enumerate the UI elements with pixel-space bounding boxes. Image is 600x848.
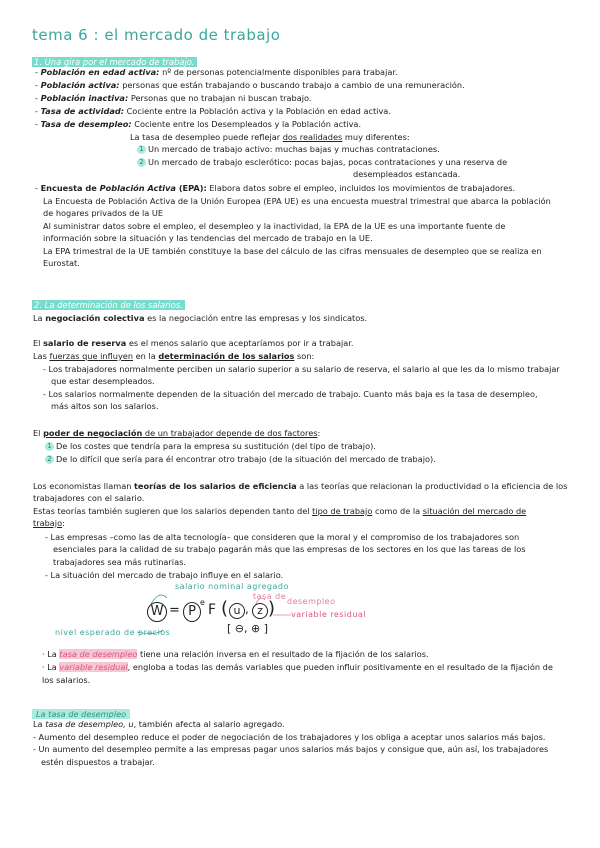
definition-tasa-desempleo: - Tasa de desempleo: Cociente entre los Desempleados y la Población activa. — [35, 119, 362, 129]
label-variable-residual: variable residual — [291, 610, 367, 619]
formula-paren-close: ) — [268, 598, 276, 619]
formula-w: W — [147, 602, 167, 622]
label-tasa-2: desempleo — [287, 597, 336, 606]
fuerza-2: - Los salarios normalmente dependen de la situación del mercado de trabajo. Cuanto más baja es la tasa de desempleo, — [43, 389, 538, 399]
fuerza-2-cont: más altos son los salarios. — [51, 401, 159, 411]
epa-line-6: Eurostat. — [43, 258, 80, 268]
fuerza-1: - Los trabajadores normalmente perciben un salario superior a su salario de reserva, el salario al que les da lo mismo trabajar — [43, 364, 560, 374]
tasa-line-3: - Un aumento del desempleo permite a las empresas pagar unos salarios más bajos y consigue que, aún así, los trabajadores — [33, 744, 549, 754]
empresas-line-2: esenciales para la calidad de su trabajo pagarán más que las empresas de los sectores en los que las tareas de los — [53, 544, 526, 554]
formula-paren-open: ( — [221, 598, 229, 619]
number-2-icon: 2 — [137, 158, 146, 167]
section-2-heading: 2. La determinación de los salarios. — [34, 300, 183, 310]
tasa-line-1: La tasa de desempleo, u, también afecta al salario agregado. — [33, 719, 285, 729]
poder-factor-1: 1 De los costes que tendría para la empresa su sustitución (del tipo de trabajo). — [45, 440, 376, 452]
number-1-icon: 1 — [137, 145, 146, 154]
formula-signs: [ ⊖, ⊕ ] — [227, 622, 269, 635]
epa-line-2: de hogares privados de la UE — [43, 208, 164, 218]
section-3-heading: La tasa de desempleo — [32, 702, 130, 721]
epa-line-1: La Encuesta de Población Activa de la Unión Europea (EPA UE) es una encuesta muestral trimestral que abarca la población — [43, 196, 551, 206]
formula-superscript: e — [200, 598, 205, 607]
page-title: tema 6 : el mercado de trabajo — [32, 26, 281, 44]
formula-u: u — [229, 603, 245, 619]
realidad-2-cont: desempleados estancada. — [353, 169, 461, 179]
epa-line-3: Al suministrar datos sobre el empleo, el desempleo y la inactividad, la EPA de la UE es una importante fuente de — [43, 221, 506, 231]
tasa-line-4: estén dispuestos a trabajar. — [41, 757, 155, 767]
formula-z: z — [252, 603, 268, 619]
salario-reserva: El salario de reserva es el menos salario que aceptaríamos por ir a trabajar. — [33, 338, 354, 348]
poder-factor-2: 2 De lo difícil que sería para él encontrar otro trabajo (de la situación del mercado de trabajo). — [45, 453, 436, 465]
fuerza-1-cont: que estar desempleados. — [51, 376, 155, 386]
realidad-1: 1 Un mercado de trabajo activo: muchas bajas y muchas contrataciones. — [137, 143, 440, 155]
label-tasa-1: tasa de — [253, 592, 287, 601]
formula-comma: , — [245, 602, 249, 616]
note-tasa-desempleo: · La tasa de desempleo tiene una relación inversa en el resultado de la fijación de los salarios. — [42, 649, 429, 659]
tasa-line-2: - Aumento del desempleo reduce el poder de negociación de los trabajadores y los obliga a aceptar unos salarios más bajos. — [33, 732, 546, 742]
eficiencia-line-3: Estas teorías también sugieren que los salarios dependen tanto del tipo de trabajo como de la situación del mercado de — [33, 506, 527, 516]
negociacion-colectiva: La negociación colectiva es la negociación entre las empresas y los sindicatos. — [33, 313, 368, 323]
empresas-line-3: trabajadores sea más rutinarias. — [53, 557, 186, 567]
definition-epa: - Encuesta de Población Activa (EPA): Elabora datos sobre el empleo, incluidos los movimientos de trabajadores. — [35, 183, 516, 193]
note-variable-residual-cont: los salarios. — [42, 675, 91, 685]
definition-poblacion-activa: - Población activa: personas que están trabajando o buscando trabajo a cambio de una remuneración. — [35, 80, 465, 90]
label-salario-nominal: salario nominal agregado — [175, 582, 289, 591]
fuerzas-intro: Las fuerzas que influyen en la determinación de los salarios son: — [33, 351, 315, 361]
eficiencia-line-4: trabajo: — [33, 518, 65, 528]
eficiencia-line-2: trabajadores con el salario. — [33, 493, 145, 503]
realidad-2: 2 Un mercado de trabajo esclerótico: pocas bajas, pocas contrataciones y una reserva de — [137, 156, 507, 168]
poder-negociacion: El poder de negociación de un trabajador depende de dos factores: — [33, 428, 321, 438]
note-variable-residual: · La variable residual, engloba a todas las demás variables que pueden influir positivamente en el resultado de la fijación de — [42, 662, 553, 672]
section-1-heading: 1. Una gira por el mercado de trabajo. — [34, 57, 195, 67]
wage-formula — [55, 582, 475, 642]
epa-line-4: información sobre la situación y las tendencias del mercado de trabajo en la UE. — [43, 233, 373, 243]
number-1-icon: 1 — [45, 442, 54, 451]
mercado-influye: - La situación del mercado de trabajo influye en el salario. — [45, 570, 284, 580]
definition-poblacion-edad-activa: - Población en edad activa: nº de personas potencialmente disponibles para trabajar. — [35, 67, 398, 77]
epa-line-5: La EPA trimestral de la UE también constituye la base del cálculo de las cifras mensuales de desempleo que se realiza en — [43, 246, 542, 256]
eficiencia-line-1: Los economistas llaman teorías de los salarios de eficiencia a las teorías que relacionan la productividad o la eficiencia de los — [33, 481, 568, 491]
label-nivel-precios: nivel esperado de precios — [55, 628, 171, 637]
formula-f: F — [208, 602, 217, 618]
definition-tasa-actividad: - Tasa de actividad: Cociente entre la Población activa y la Población en edad activa. — [35, 106, 391, 116]
number-2-icon: 2 — [45, 455, 54, 464]
formula-p: P — [183, 602, 201, 622]
definition-poblacion-inactiva: - Población inactiva: Personas que no trabajan ni buscan trabajo. — [35, 93, 312, 103]
realidades-intro: La tasa de desempleo puede reflejar dos realidades muy diferentes: — [130, 132, 410, 142]
empresas-line-1: - Las empresas –como las de alta tecnología– que consideren que la moral y el compromiso de los trabajadores son — [45, 532, 520, 542]
formula-equals: = — [169, 603, 180, 618]
